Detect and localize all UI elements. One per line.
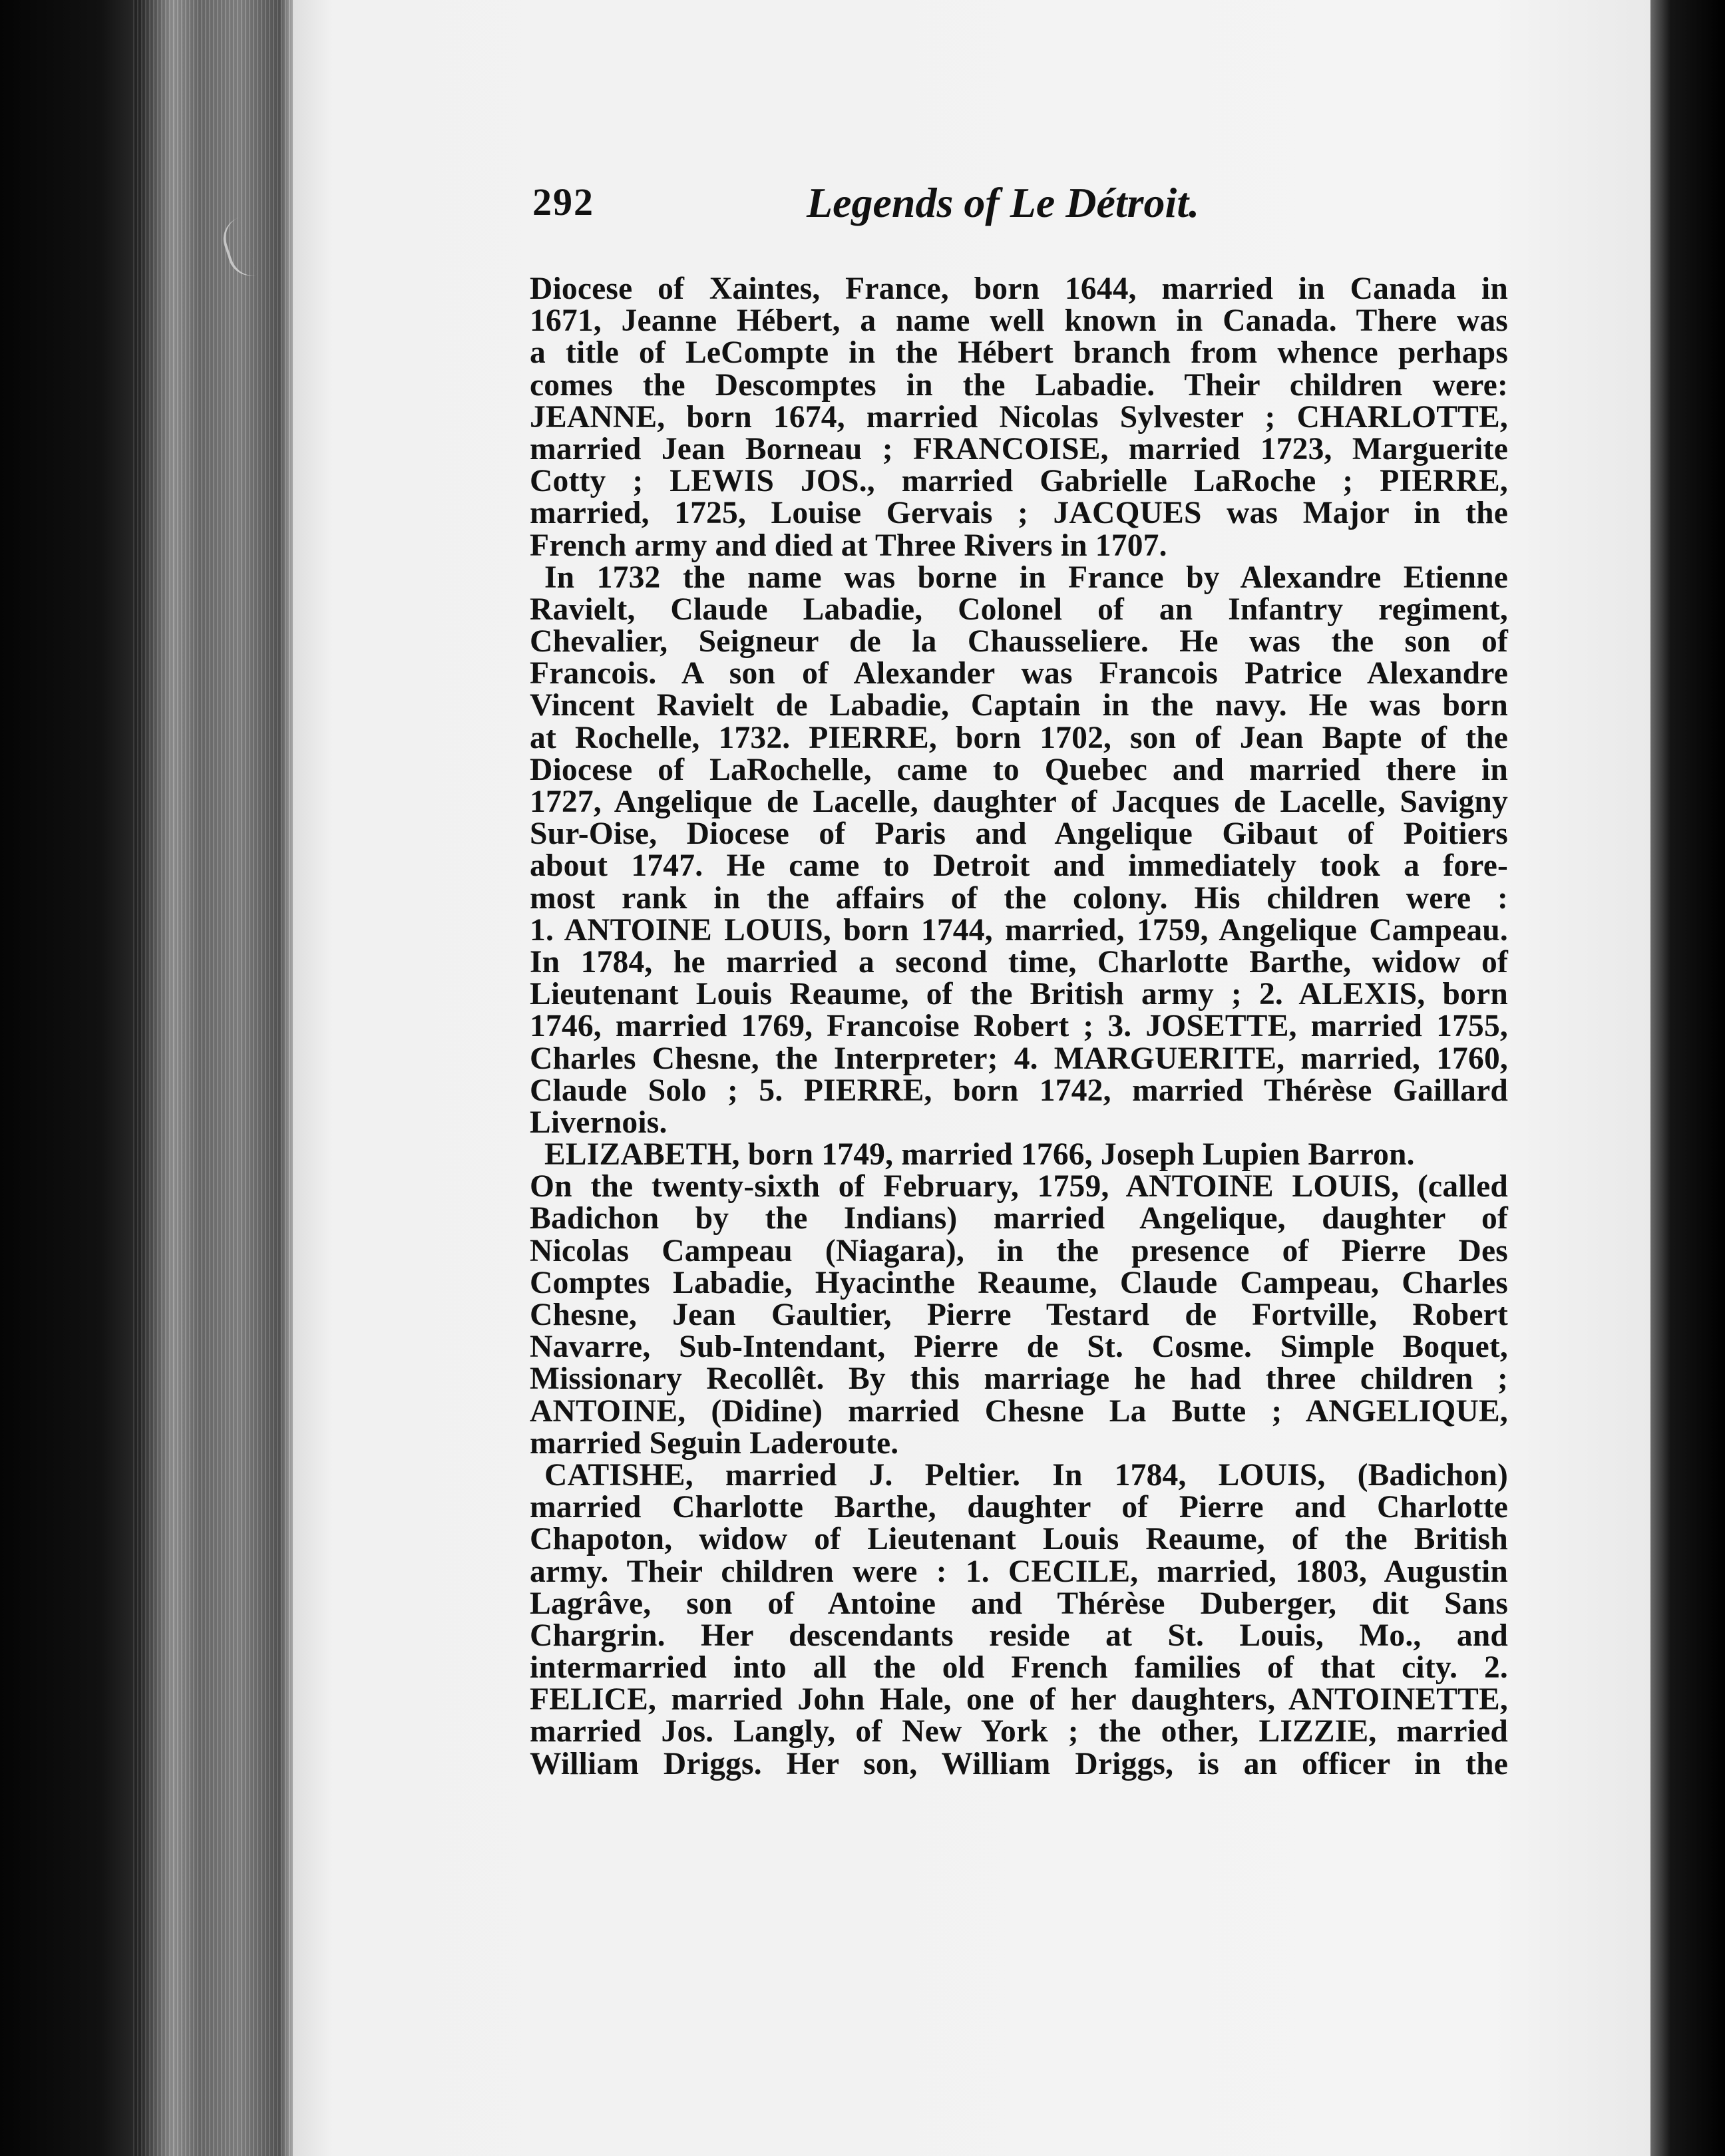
text-line: Livernois. [530, 1105, 668, 1140]
page-header [532, 180, 1517, 233]
text-line: French army and died at Three Rivers in 1707. [530, 528, 1167, 563]
running-title: Legends of Le Détroit. [807, 179, 1200, 226]
text-line: intermarried into all the old French families of that city. 2. [530, 1650, 1508, 1686]
text-line: 1671, Jeanne Hébert, a name well known in Canada. There was [530, 303, 1508, 339]
text-line: married Jos. Langly, of New York ; the other, LIZZIE, married [530, 1714, 1508, 1749]
text-line: Badichon by the Indians) married Angelique, daughter of [530, 1201, 1508, 1236]
text-line: married Jean Borneau ; FRANCOISE, married 1723, Marguerite [530, 431, 1508, 466]
text-line: Sur-Oise, Diocese of Paris and Angelique Gibaut of Poitiers [530, 816, 1508, 852]
right-edge-shadow [1650, 0, 1725, 2156]
text-line: Chargrin. Her descendants reside at St. Louis, Mo., and [530, 1618, 1508, 1653]
text-line: Francois. A son of Alexander was Francois Patrice Alexandre [530, 656, 1508, 691]
text-line: a title of LeCompte in the Hébert branch from whence perhaps [530, 335, 1508, 371]
text-line: Chesne, Jean Gaultier, Pierre Testard de Fortville, Robert [530, 1298, 1508, 1332]
text-line: comes the Descomptes in the Labadie. Their children were: [530, 367, 1508, 403]
text-line: CATISHE, married J. Peltier. In 1784, LOUIS, (Badichon) [544, 1457, 1508, 1493]
text-line: JEANNE, born 1674, married Nicolas Sylvester ; CHARLOTTE, [530, 399, 1508, 435]
text-line: Claude Solo ; 5. PIERRE, born 1742, married Thérèse Gaillard [530, 1073, 1508, 1108]
text-line: army. Their children were : 1. CECILE, married, 1803, Augustin [530, 1554, 1508, 1589]
text-line: Charles Chesne, the Interpreter; 4. MARGUERITE, married, 1760, [530, 1041, 1508, 1076]
text-line: most rank in the affairs of the colony. His children were : [530, 880, 1508, 916]
text-line: about 1747. He came to Detroit and immediately took a fore- [530, 848, 1508, 884]
text-line: Ravielt, Claude Labadie, Colonel of an Infantry regiment, [530, 592, 1508, 627]
text-line: Diocese of LaRochelle, came to Quebec and married there in [530, 752, 1508, 787]
text-line: 1746, married 1769, Francoise Robert ; 3. JOSETTE, married 1755, [530, 1009, 1508, 1044]
text-line: married, 1725, Louise Gervais ; JACQUES was Major in the [530, 496, 1508, 531]
text-line: Chevalier, Seigneur de la Chausseliere. He was the son of [530, 624, 1508, 659]
text-line: married Seguin Laderoute. [530, 1425, 899, 1461]
text-line: Lagrâve, son of Antoine and Thérèse Duberger, dit Sans [530, 1586, 1508, 1621]
text-line: ELIZABETH, born 1749, married 1766, Joseph Lupien Barron. [544, 1137, 1415, 1172]
text-line: In 1784, he married a second time, Charlotte Barthe, widow of [530, 944, 1508, 980]
text-line: Cotty ; LEWIS JOS., married Gabrielle LaRoche ; PIERRE, [530, 464, 1508, 499]
text-line: 1. ANTOINE LOUIS, born 1744, married, 1759, Angelique Campeau. [530, 912, 1508, 948]
text-line: Vincent Ravielt de Labadie, Captain in the navy. He was born [530, 688, 1508, 723]
text-line: In 1732 the name was borne in France by Alexandre Etienne [544, 560, 1508, 595]
text-line: Diocese of Xaintes, France, born 1644, married in Canada in [530, 271, 1508, 306]
text-line: On the twenty-sixth of February, 1759, ANTOINE LOUIS, (called [530, 1169, 1508, 1204]
text-line: Nicolas Campeau (Niagara), in the presence of Pierre Des [530, 1233, 1508, 1268]
text-line: at Rochelle, 1732. PIERRE, born 1702, son of Jean Bapte of the [530, 720, 1508, 755]
text-line: Missionary Recollêt. By this marriage he had three children ; [530, 1361, 1508, 1397]
text-line: Chapoton, widow of Lieutenant Louis Reaume, of the British [530, 1522, 1508, 1557]
text-line: 1727, Angelique de Lacelle, daughter of Jacques de Lacelle, Savigny [530, 785, 1508, 819]
body-text [530, 273, 1508, 1780]
text-line: married Charlotte Barthe, daughter of Pierre and Charlotte [530, 1490, 1508, 1525]
text-line: ANTOINE, (Didine) married Chesne La Butte ; ANGELIQUE, [530, 1393, 1508, 1429]
text-line: FELICE, married John Hale, one of her daughters, ANTOINETTE, [530, 1682, 1508, 1717]
text-line: William Driggs. Her son, William Driggs, is an officer in the [530, 1746, 1508, 1781]
text-line: Lieutenant Louis Reaume, of the British army ; 2. ALEXIS, born [530, 977, 1508, 1012]
text-line: Comptes Labadie, Hyacinthe Reaume, Claude Campeau, Charles [530, 1265, 1508, 1300]
page-edges [133, 0, 293, 2156]
page-number: 292 [532, 180, 594, 224]
text-line: Navarre, Sub-Intendant, Pierre de St. Cosme. Simple Boquet, [530, 1330, 1508, 1365]
